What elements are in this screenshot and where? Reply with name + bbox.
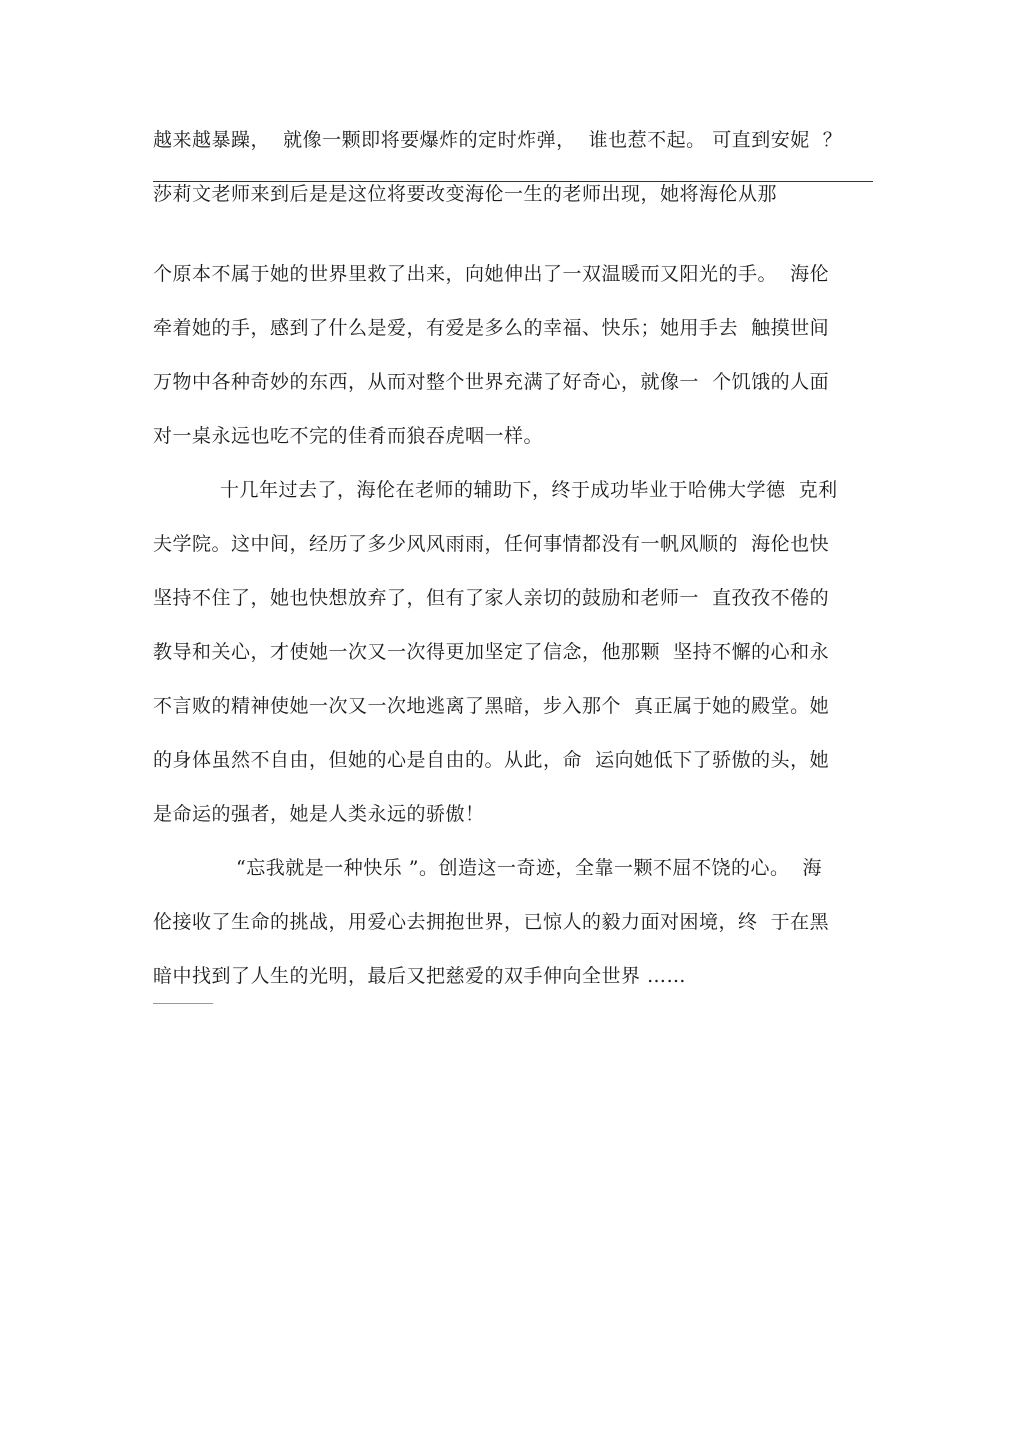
text-line-13: 是命运的强者，她是人类永远的骄傲！: [153, 803, 485, 825]
text-line-15: 伦接收了生命的挑战，用爱心去拥抱世界，已惊人的毅力面对困境，终 于在黑: [153, 911, 830, 933]
text-line-1: 越来越暴躁， 就像一颗即将要爆炸的定时炸弹， 谁也惹不起。 可直到安妮 ？: [153, 129, 843, 151]
text-line-12: 的身体虽然不自由，但她的心是自由的。从此，命 运向她低下了骄傲的头，她: [153, 749, 830, 771]
text-line-11: 不言败的精神使她一次又一次地逃离了黑暗，步入那个 真正属于她的殿堂。她: [153, 695, 830, 717]
text-line-10: 教导和关心，才使她一次又一次得更加坚定了信念，他那颗 坚持不懈的心和永: [153, 641, 830, 663]
text-line-2: 莎莉文老师来到后是是这位将要改变海伦一生的老师出现，她将海伦从那: [153, 183, 778, 205]
text-line-5: 万物中各种奇妙的东西，从而对整个世界充满了好奇心，就像一 个饥饿的人面: [153, 371, 830, 393]
text-line-4: 牵着她的手，感到了什么是爱，有爱是多么的幸福、快乐；她用手去 触摸世间: [153, 317, 830, 339]
text-line-6: 对一桌永远也吃不完的佳肴而狼吞虎咽一样。: [153, 425, 544, 447]
text-line-3: 个原本不属于她的世界里救了出来，向她伸出了一双温暖而又阳光的手。 海伦: [153, 263, 830, 285]
text-line-9: 坚持不住了，她也快想放弃了，但有了家人亲切的鼓励和老师一 直孜孜不倦的: [153, 587, 830, 609]
text-line-7: 十几年过去了，海伦在老师的辅助下，终于成功毕业于哈佛大学德 克利: [220, 479, 838, 501]
text-line-8: 夫学院。这中间，经历了多少风风雨雨，任何事情都没有一帆风顺的 海伦也快: [153, 533, 830, 555]
text-line-16: 暗中找到了人生的光明，最后又把慈爱的双手伸向全世界 ……: [153, 965, 687, 987]
text-line-14: “忘我就是一种快乐 ”。创造这一奇迹，全靠一颗不屈不饶的心。 海: [236, 857, 823, 879]
footnote-rule: [153, 1003, 213, 1004]
